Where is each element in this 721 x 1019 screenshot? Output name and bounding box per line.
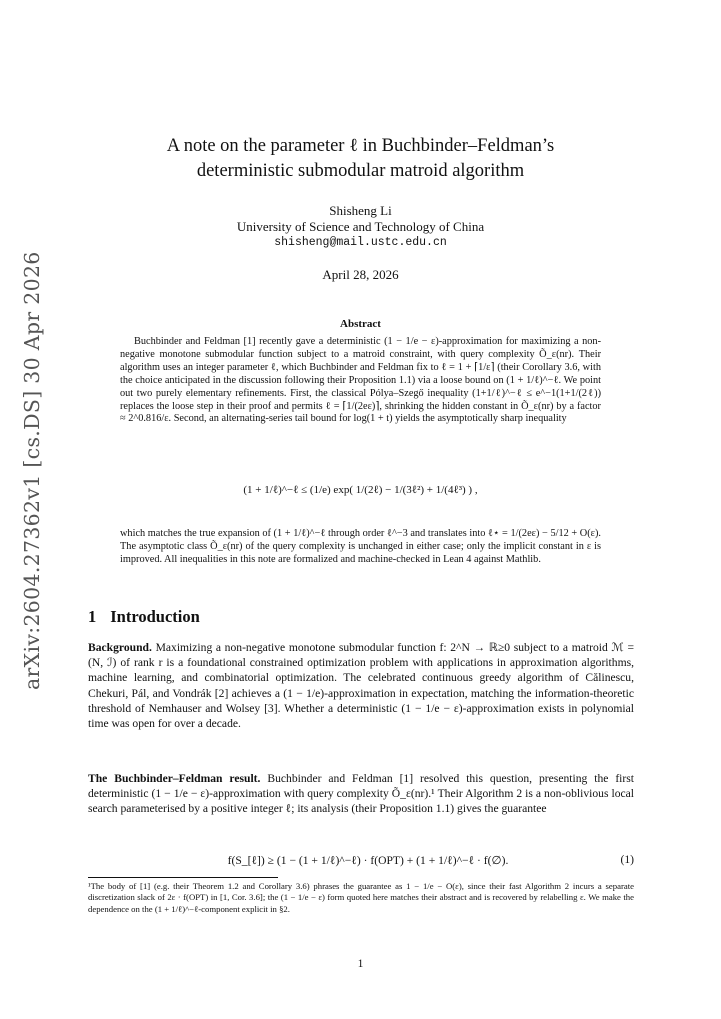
page-number: 1: [357, 958, 364, 970]
bf-result-text: Buchbinder and Feldman [1] resolved this question, presenting the first deterministic (1 − 1/e − ε)-approximation with query complexity Õ_ε(nr).¹ Their Algorithm 2 is a non-oblivious local search parameterised by a positive integer ℓ; its analysis (their Proposition 1.1) gives the guarantee: [88, 772, 634, 816]
paper-title: [90, 134, 631, 184]
section-title: Introduction: [110, 607, 200, 626]
abstract-equation: (1 + 1/ℓ)^−ℓ ≤ (1/e) exp( 1/(2ℓ) − 1/(3ℓ²) + 1/(4ℓ³) ) ,: [243, 484, 478, 496]
abstract-heading: Abstract: [340, 318, 381, 330]
bf-result-run-in-head: The Buchbinder–Feldman result.: [88, 772, 261, 785]
paper-date: April 28, 2026: [322, 267, 399, 282]
author-email: shisheng@mail.ustc.edu.cn: [274, 236, 447, 249]
footnote-1: ¹The body of [1] (e.g. their Theorem 1.2 and Corollary 3.6) phrases the guarantee as 1 − 1/e − O(ε), since their fast Algorithm 2 incurs a separate discretization slack of 2ε · f(OPT) in [1, Cor. 3.6]; the (1 − 1/e − ε) form quoted here matches their abstract and is recovered by relabelling ε. We make the dependence on the (1 + 1/ℓ)^−ℓ-component explicit in §2.: [88, 881, 634, 914]
equation-1-number: (1): [620, 853, 634, 866]
title-line-2: deterministic submodular matroid algorithm: [196, 161, 525, 181]
bf-result-paragraph: [88, 771, 634, 817]
footnote-rule: [88, 877, 278, 878]
abstract-paragraph-2: which matches the true expansion of (1 + 1/ℓ)^−ℓ through order ℓ^−3 and translates into ℓ⋆ = 1/(2eε) − 5/12 + O(ε). The asymptotic class Õ_ε(nr) of the query complexity is unchanged in either case; only the implicit constant in ε is improved. All inequalities in this note are formalized and machine-checked in Lean 4 against Mathlib.: [120, 528, 601, 565]
abstract-paragraph-1: Buchbinder and Feldman [1] recently gave a deterministic (1 − 1/e − ε)-approximation for maximizing a non-negative monotone submodular function subject to a matroid constraint, with query complexity Õ_ε(nr). Their algorithm uses an integer parameter ℓ, which Buchbinder and Feldman fix to ℓ = 1 + ⌈1/ε⌉ (their Corollary 3.6, with the choice anticipated in the discussion following their Proposition 1.1) via a loose bound on (1 + 1/ℓ)^−ℓ. We point out two purely elementary refinements. First, the classical Pólya–Szegő inequality (1+1/ℓ)^−ℓ ≤ e^−1(1+1/(2ℓ)) replaces the loose step in their proof and permits ℓ = ⌈1/(2eε)⌉, shrinking the hidden constant in Õ_ε(nr) by a factor ≈ 2^0.816/ε. Second, an alternating-series tail bound for log(1 + t) yields the asymptotically sharp inequality: [120, 336, 601, 425]
section-number: 1: [88, 607, 97, 626]
arxiv-stamp: arXiv:2604.27362v1 [cs.DS] 30 Apr 2026: [20, 251, 44, 690]
background-paragraph: [88, 640, 634, 731]
section-heading: [88, 607, 200, 627]
author-name: Shisheng Li: [329, 203, 392, 218]
author-affiliation: University of Science and Technology of China: [236, 219, 485, 234]
title-line-1: A note on the parameter ℓ in Buchbinder–Feldman’s: [166, 136, 555, 156]
equation-1-body: f(S_[ℓ]) ≥ (1 − (1 + 1/ℓ)^−ℓ) · f(OPT) + (1 + 1/ℓ)^−ℓ · f(∅).: [227, 854, 509, 867]
background-run-in-head: Background.: [88, 641, 152, 654]
background-text: Maximizing a non-negative monotone submodular function f: 2^N → ℝ≥0 subject to a matroid ℳ = (N, ℐ) of rank r is a foundational constrained optimization problem with applications in approximation algorithms, machine learning, and combinatorial optimization. The celebrated continuous greedy algorithm of Călinescu, Chekuri, Pál, and Vondrák [2] achieves a (1 − 1/e)-approximation in expectation, matching the information-theoretic threshold of Nemhauser and Wolsey [3]. Whether a deterministic (1 − 1/e − ε)-approximation exists in polynomial time was open for over a decade.: [88, 641, 634, 731]
author-block: [90, 203, 631, 251]
